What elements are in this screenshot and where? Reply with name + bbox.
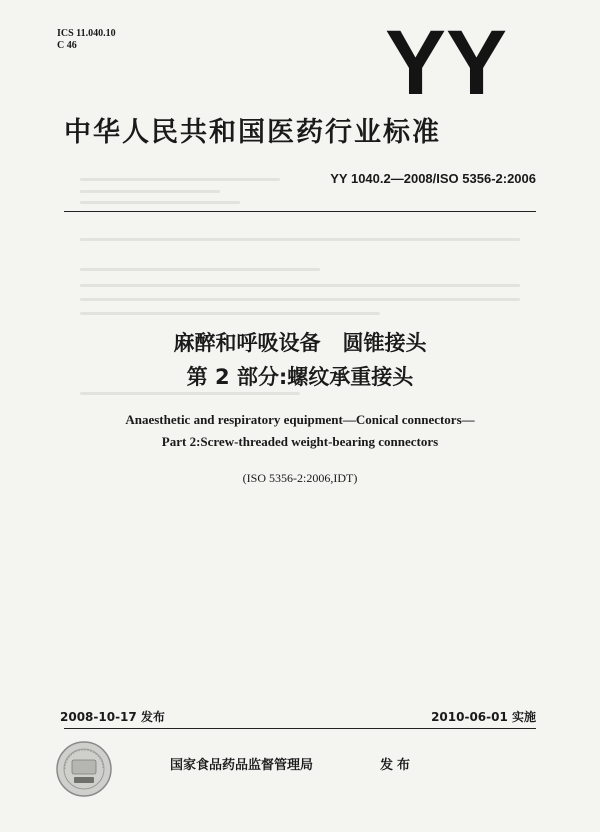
chinese-title-line2: 第 2 部分:螺纹承重接头 [186, 365, 414, 389]
publisher-name: 国家食品药品监督管理局 [170, 758, 314, 773]
classification-codes [57, 28, 116, 52]
issue-date: 2008-10-17 发布 [60, 710, 165, 724]
main-title: 中华人民共和国医药行业标准 [64, 117, 441, 148]
standard-number: YY 1040.2—2008/ISO 5356-2:2006 [330, 171, 536, 186]
ccs-code: C 46 [57, 40, 77, 51]
anti-counterfeit-seal-icon [55, 740, 113, 798]
bottom-divider [64, 728, 536, 729]
chinese-title-part1: 麻醉和呼吸设备 [173, 331, 321, 355]
english-title-line1: Anaesthetic and respiratory equipment—Conical connectors— [125, 412, 475, 427]
english-title-line2: Part 2:Screw-threaded weight-bearing connectors [161, 434, 439, 449]
chinese-title-part2: 圆锥接头 [342, 331, 427, 355]
yy-logo-text: YY [385, 24, 507, 100]
yy-logo [384, 24, 508, 100]
iso-equivalence: (ISO 5356-2:2006,IDT) [242, 471, 358, 485]
top-divider [64, 211, 536, 212]
implementation-date: 2010-06-01 实施 [431, 710, 536, 724]
chinese-title-line1 [100, 327, 500, 357]
publish-label: 发布 [380, 758, 415, 773]
ics-code: ICS 11.040.10 [57, 28, 116, 39]
